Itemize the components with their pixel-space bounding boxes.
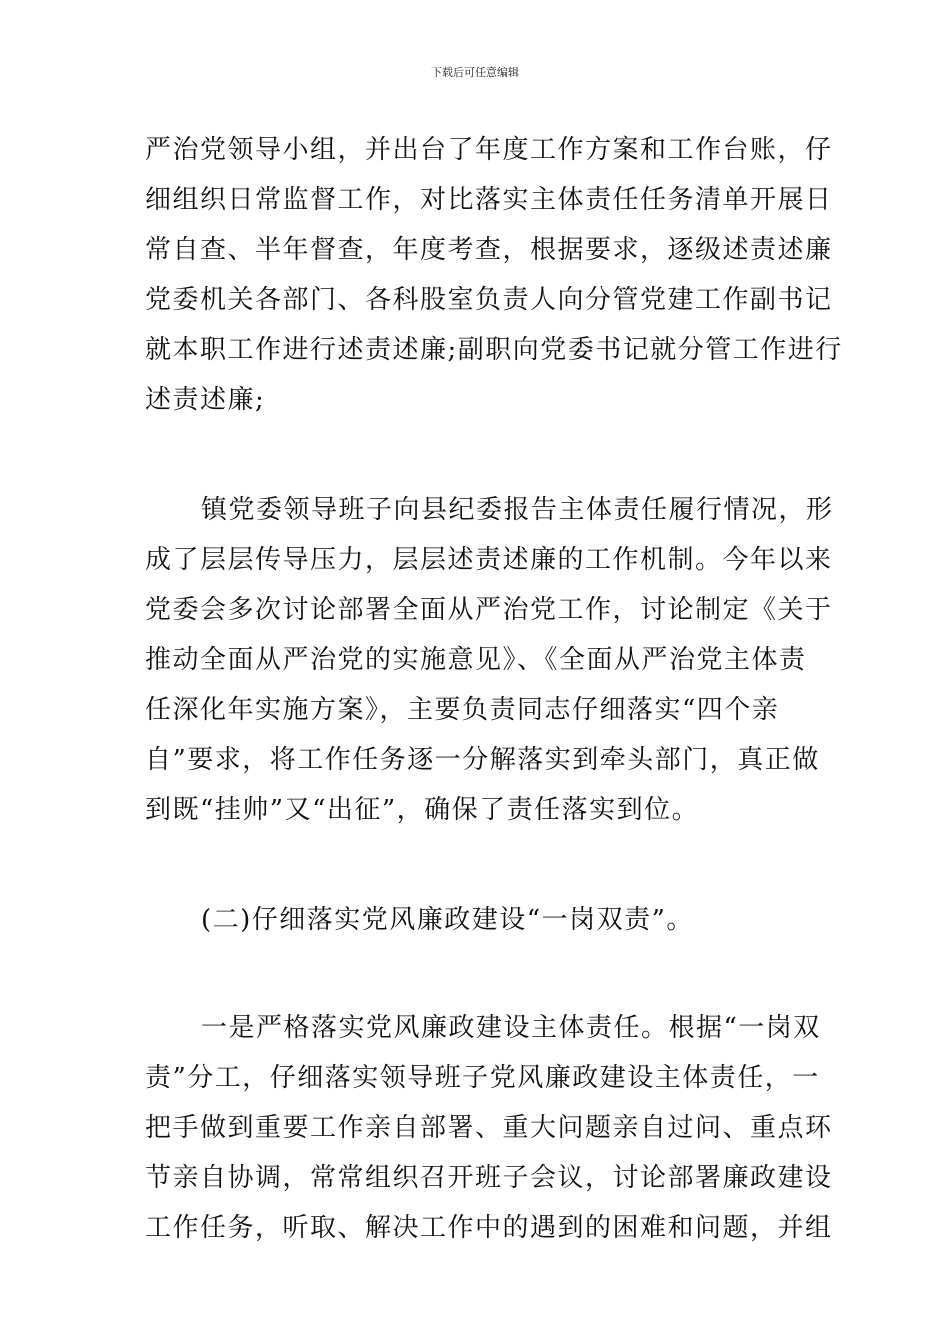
paragraph-2 xyxy=(145,485,834,835)
paragraph-line: 节亲自协调，常常组织召开班子会议，讨论部署廉政建设 xyxy=(145,1163,833,1193)
paragraph-line: 党委机关各部门、各科股室负责人向分管党建工作副书记 xyxy=(145,285,833,315)
paragraph-3 xyxy=(145,1003,833,1253)
paragraph-line: 镇党委领导班子向县纪委报告主体责任履行情况，形 xyxy=(201,495,834,525)
paragraph-spacer xyxy=(145,945,810,1003)
paragraph-spacer xyxy=(145,425,810,485)
document-body xyxy=(145,125,843,1253)
paragraph-line: 常自查、半年督查，年度考查，根据要求，逐级述责述廉 xyxy=(145,235,833,265)
section-heading xyxy=(145,895,810,945)
paragraph-line: 成了层层传导压力，层层述责述廉的工作机制。今年以来 xyxy=(145,545,833,575)
paragraph-line: 推动全面从严治党的实施意见》、《全面从严治党主体责 xyxy=(145,645,807,675)
paragraph-line: 严治党领导小组，并出台了年度工作方案和工作台账，仔 xyxy=(145,135,833,165)
paragraph-line: 任深化年实施方案》，主要负责同志仔细落实“四个亲 xyxy=(145,695,780,725)
paragraph-line: 工作任务，听取、解决工作中的遇到的困难和问题，并组 xyxy=(145,1213,833,1243)
paragraph-line: 党委会多次讨论部署全面从严治党工作，讨论制定《关于 xyxy=(145,595,833,625)
paragraph-line: 到既“挂帅”又“出征”，确保了责任落实到位。 xyxy=(145,795,700,825)
paragraph-line: 述责述廉; xyxy=(145,385,266,415)
paragraph-line: 一是严格落实党风廉政建设主体责任。根据“一岗双 xyxy=(201,1013,821,1043)
paragraph-line: 把手做到重要工作亲自部署、重大问题亲自过问、重点环 xyxy=(145,1113,833,1143)
paragraph-line: 就本职工作进行述责述廉;副职向党委书记就分管工作进行 xyxy=(145,335,843,365)
paragraph-1 xyxy=(145,125,843,425)
section-heading-line: (二)仔细落实党风廉政建设“一岗双责”。 xyxy=(201,905,694,935)
paragraph-spacer xyxy=(145,835,810,895)
paragraph-line: 责”分工，仔细落实领导班子党风廉政建设主体责任，一 xyxy=(145,1063,820,1093)
paragraph-line: 细组织日常监督工作，对比落实主体责任任务清单开展日 xyxy=(145,185,833,215)
paragraph-line: 自”要求，将工作任务逐一分解落实到牵头部门，真正做 xyxy=(145,745,820,775)
page-header-note: 下载后可任意编辑 xyxy=(431,66,519,79)
